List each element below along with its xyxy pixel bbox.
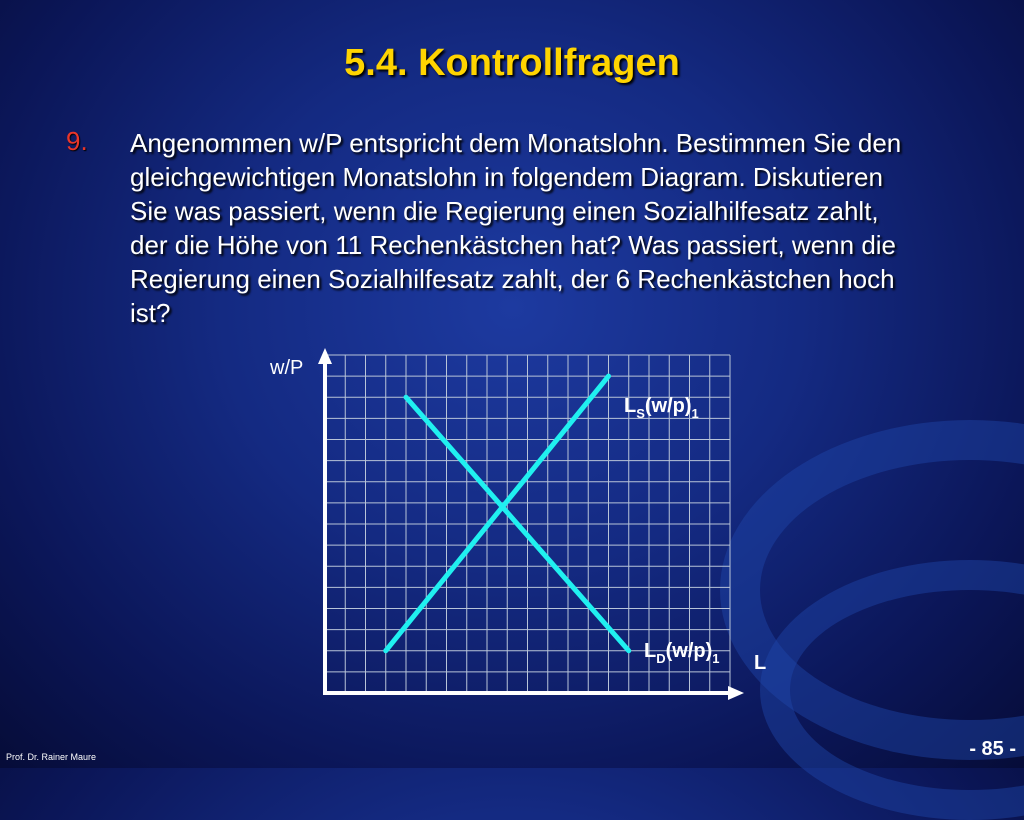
slide-title: 5.4. Kontrollfragen [344, 42, 680, 84]
x-axis-label: L [754, 652, 767, 674]
y-axis-label: w/P [270, 357, 304, 379]
x-axis-arrowhead [728, 686, 744, 700]
question-line: Regierung einen Sozialhilfesatz zahlt, der 6 Rechenkästchen hoch [130, 264, 895, 294]
question-number: 9. [66, 126, 88, 156]
question-line: ist? [130, 298, 171, 328]
page-number: - 85 - [969, 738, 1016, 760]
question-line: Angenommen w/P entspricht dem Monatslohn. Bestimmen Sie den [130, 128, 902, 158]
author-footer: Prof. Dr. Rainer Maure [6, 752, 97, 762]
question-line: Sie was passiert, wenn die Regierung einen Sozialhilfesatz zahlt, [130, 196, 879, 226]
question-line: gleichgewichtigen Monatslohn in folgendem Diagram. Diskutieren [130, 162, 883, 192]
question-line: der die Höhe von 11 Rechenkästchen hat? Was passiert, wenn die [130, 230, 897, 260]
supply-curve-label: $L_S(w/p)_1$ [624, 395, 699, 421]
y-axis-arrowhead [318, 348, 332, 364]
demand-curve-label: $L_D(w/p)_1$ [644, 640, 720, 666]
supply-curve [386, 376, 609, 651]
